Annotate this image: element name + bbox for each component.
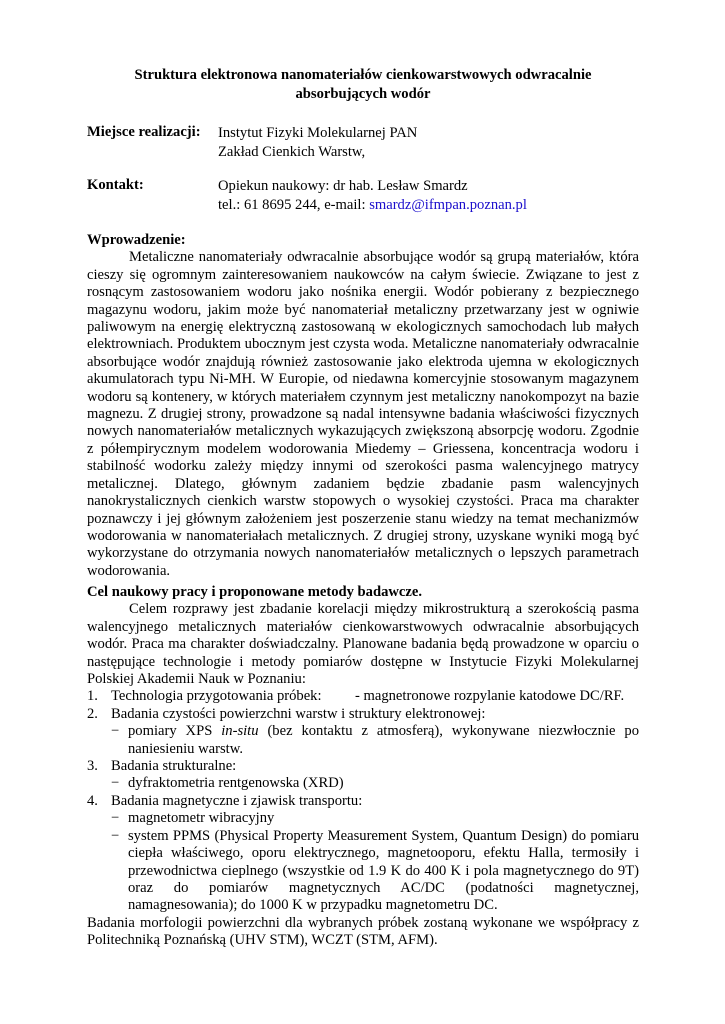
goals-section <box>87 584 639 950</box>
sublist <box>87 810 639 914</box>
contact-label: Kontakt: <box>87 177 144 193</box>
intro-heading: Wprowadzenie: <box>87 232 186 248</box>
goals-heading: Cel naukowy pracy i proponowane metody badawcze. <box>87 584 422 600</box>
sublist-item: − system PPMS (Physical Property Measurement System, Quantum Design) do pomiaru ciepła właściwego, oporu elektrycznego, magnetooporu, efektu Halla, termosiły i przewodnictwa cieplnego (wszystkie od 1.9 K do 400 K i pola magnetycznego do 9T) oraz do pomiarów magnetycznych AC/DC (podatności magnetycznej, namagnesowania); do 1000 K w przypadku magnetometru DC. <box>111 827 639 914</box>
sublist <box>87 723 639 758</box>
contact-line-2 <box>218 196 527 215</box>
title-line-2: absorbujących wodór <box>295 86 431 102</box>
location-line-1: Instytut Fizyki Molekularnej PAN <box>218 125 418 141</box>
contact-value <box>218 177 527 215</box>
intro-section <box>87 232 639 580</box>
closing-paragraph: Badania morfologii powierzchni dla wybranych próbek zostaną wykonane we współpracy z Politechniką Poznańską (UHV STM), WCZT (STM, AFM). <box>87 914 639 949</box>
goals-paragraph: Celem rozprawy jest zbadanie korelacji między mikrostrukturą a szerokością pasma walencyjnego metalicznych materiałów cienkowarstwowych odwracalnie absorbujących wodór. Praca ma charakter doświadczalny. Planowane badania będą prowadzone w oparciu o następujące technologie i metody pomiarów dostępne w Instytucie Fizyki Molekularnej Polskiej Akademii Nauk w Poznaniu: <box>87 601 639 688</box>
sublist-item: − magnetometr wibracyjny <box>111 810 275 827</box>
contact-phone: tel.: 61 8695 244, e-mail: <box>218 197 370 213</box>
location-label: Miejsce realizacji: <box>87 124 201 140</box>
contact-line-1: Opiekun naukowy: dr hab. Lesław Smardz <box>218 178 468 194</box>
title-line-1: Struktura elektronowa nanomateriałów cienkowarstwowych odwracalnie <box>134 67 592 83</box>
list-item: 2. Badania czystości powierzchni warstw i struktury elektronowej: <box>87 705 486 722</box>
sublist <box>87 775 639 792</box>
location-value <box>218 124 417 162</box>
list-item: 4. Badania magnetyczne i zjawisk transportu: <box>87 792 363 809</box>
list-item: 3. Badania strukturalne: <box>87 758 237 775</box>
location-line-2: Zakład Cienkich Warstw, <box>218 144 366 160</box>
list-item: 1. Technologia przygotowania próbek: - magnetronowe rozpylanie katodowe DC/RF. <box>87 688 625 705</box>
sublist-item: − pomiary XPS in-situ (bez kontaktu z atmosferą), wykonywane niezwłocznie po naniesieniu warstw. <box>111 723 639 757</box>
intro-paragraph: Metaliczne nanomateriały odwracalnie absorbujące wodór są grupą materiałów, która cieszy się ogromnym zainteresowaniem naukowców na całym świecie. Związane to jest z rosnącym zastosowaniem wodoru jako nośnika energii. Wodór pobierany z bezpiecznego magazynu wodoru, jakim może być nanomateriał metaliczny przetwarzany jest w ogniwie paliwowym na energię elektryczną zastosowaną w ekologicznych samochodach lub małych elektrowniach. Produktem ubocznym jest czysta woda. Metaliczne nanomateriały odwracalnie absorbujące wodór znajdują również zastosowanie jako elektroda ujemna w ekologicznych akumulatorach typu Ni-MH. W Europie, od niedawna komercyjnie stosowanym magazynem wodoru są kontenery, w których materiałem czynnym jest metaliczny nanokompozyt na bazie magnezu. Z drugiej strony, prowadzone są nadal intensywne badania właściwości fizycznych nowych nanomateriałów metalicznych wykazujących zwiększoną absorpcję wodoru. Zgodnie z półempirycznym modelem wodorowania Miedemy – Griessena, koncentracja wodoru i stabilność wodorku zależy między innymi od szerokości pasma walencyjnego matrycy metalicznej. Dlatego, głównym zadaniem będzie zbadanie pasm walencyjnych nanokrystalicznych cienkich warstw stopowych o wysokiej czystości. Praca ma charakter poznawczy i jej głównym założeniem jest poszerzenie stanu wiedzy na temat mechanizmów wodorowania w nanomateriałach metalicznych. Z drugiej strony, uzyskane wyniki mogą być wykorzystane do otrzymania nowych nanomateriałów metalicznych o lepszych parametrach wodorowania. <box>87 249 639 579</box>
document-title <box>87 66 639 104</box>
sublist-item: − dyfraktometria rentgenowska (XRD) <box>111 775 344 792</box>
contact-email-link[interactable]: smardz@ifmpan.poznan.pl <box>369 197 527 213</box>
methods-list <box>87 688 639 914</box>
